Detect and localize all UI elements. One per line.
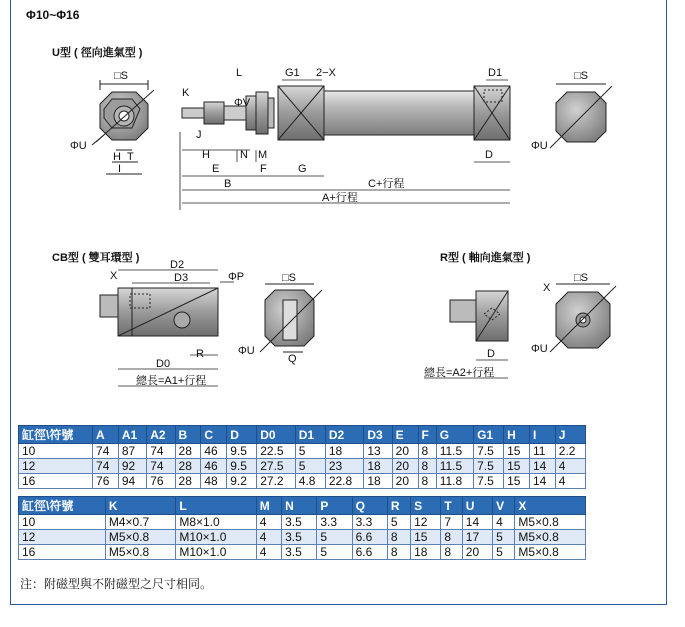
- table-cell: 23: [325, 459, 364, 474]
- column-header: H: [504, 426, 530, 444]
- dim-j-label: J: [196, 129, 202, 141]
- dim-phi-v-label: ΦV: [234, 97, 251, 109]
- dim-a-label: A+行程: [322, 192, 358, 204]
- table-row: [19, 515, 586, 530]
- table-cell: 46: [201, 459, 227, 474]
- table-cell: 28: [175, 444, 201, 459]
- column-header: A1: [118, 426, 146, 444]
- cb-dim-q-label: Q: [288, 353, 297, 365]
- column-header: D3: [364, 426, 392, 444]
- table-cell: 8: [418, 444, 436, 459]
- table-cell: 92: [118, 459, 146, 474]
- table-cell: 94: [118, 474, 146, 489]
- column-header: J: [555, 426, 585, 444]
- r-dim-d-label: D: [487, 348, 495, 360]
- r-end-view: [550, 284, 616, 352]
- table-cell: 18: [364, 474, 392, 489]
- table-cell: 15: [411, 530, 441, 545]
- u-side-view: [182, 86, 510, 140]
- table-cell: 8: [441, 530, 462, 545]
- table-cell: 9.5: [227, 444, 257, 459]
- column-header: G1: [474, 426, 504, 444]
- table-cell: 20: [392, 474, 418, 489]
- table-cell: 74: [147, 444, 175, 459]
- dim-b-label: B: [224, 178, 232, 190]
- table-cell: M5×0.8: [515, 530, 586, 545]
- dim-c-label: C+行程: [368, 178, 405, 190]
- column-header: A: [93, 426, 119, 444]
- table-cell: 87: [118, 444, 146, 459]
- dim-m-label: M: [258, 149, 268, 161]
- table-cell: 4: [256, 515, 281, 530]
- column-header: G: [436, 426, 473, 444]
- column-header: K: [105, 497, 175, 515]
- dim-phi-u-rear-label: ΦU: [531, 140, 548, 152]
- table-cell: 7.5: [474, 474, 504, 489]
- table-cell: 22.5: [257, 444, 296, 459]
- table-cell: 11.5: [436, 444, 473, 459]
- section-title-r: R型 ( 軸向進氣型 ): [440, 252, 531, 264]
- spec-table-1-header: [19, 426, 586, 444]
- table-cell: M8×1.0: [176, 515, 256, 530]
- column-header: Q: [352, 497, 387, 515]
- table-cell: 9.2: [227, 474, 257, 489]
- table-cell: M5×0.8: [515, 545, 586, 560]
- dim-2x-label: 2−X: [316, 67, 336, 79]
- table-cell: 14: [529, 459, 555, 474]
- table-cell: 2.2: [555, 444, 585, 459]
- cb-dim-phi-u-label: ΦU: [238, 345, 255, 357]
- table-cell: 5: [387, 515, 410, 530]
- table-cell: 5: [493, 530, 515, 545]
- spec-table-2-header: [19, 497, 586, 515]
- table-row: [19, 530, 586, 545]
- table-cell: 8: [387, 545, 410, 560]
- table-row: [19, 459, 586, 474]
- column-header: B: [175, 426, 201, 444]
- table-cell: 46: [201, 444, 227, 459]
- table-cell: 5: [295, 459, 325, 474]
- table-cell: 6.6: [352, 545, 387, 560]
- cb-dim-x-label: X: [110, 270, 118, 282]
- table-cell: 3.5: [282, 545, 317, 560]
- column-header: D0: [257, 426, 296, 444]
- column-header: R: [387, 497, 410, 515]
- table-cell: 7.5: [474, 444, 504, 459]
- column-header: 缸徑\符號: [19, 497, 106, 515]
- table-cell: 15: [504, 459, 530, 474]
- dim-s-rear-label: □S: [574, 70, 588, 82]
- table-cell: 12: [411, 515, 441, 530]
- table-cell: M10×1.0: [176, 545, 256, 560]
- dim-d1-label: D1: [488, 67, 503, 79]
- column-header: V: [493, 497, 515, 515]
- table-cell: 8: [441, 545, 462, 560]
- column-header: T: [441, 497, 462, 515]
- r-side-view: [450, 291, 508, 341]
- table-cell: 5: [493, 545, 515, 560]
- table-cell: 14: [529, 474, 555, 489]
- table-cell: 10: [19, 515, 106, 530]
- table-cell: 16: [19, 474, 93, 489]
- r-total-length-label: 總長=A2+行程: [424, 367, 495, 379]
- dim-d-label: D: [485, 149, 493, 161]
- table-cell: 7.5: [474, 459, 504, 474]
- column-header: C: [201, 426, 227, 444]
- table-cell: 28: [175, 474, 201, 489]
- cb-dim-d2-label: D2: [170, 259, 185, 271]
- column-header: X: [515, 497, 586, 515]
- cb-dim-s-label: □S: [282, 272, 296, 284]
- table-cell: 4: [256, 545, 281, 560]
- table-cell: 6.6: [352, 530, 387, 545]
- table-row: [19, 474, 586, 489]
- table-cell: 12: [19, 459, 93, 474]
- table-cell: 4: [555, 459, 585, 474]
- r-dim-phi-u-label: ΦU: [531, 343, 548, 355]
- cb-dim-d0-label: D0: [156, 358, 171, 370]
- footnote: 注：附磁型與不附磁型之尺寸相同。: [20, 577, 213, 591]
- cb-end-view: [260, 284, 322, 352]
- table-cell: 11: [529, 444, 555, 459]
- section-title-u: U型 ( 徑向進氣型 ): [52, 47, 143, 59]
- table-cell: M4×0.7: [105, 515, 175, 530]
- table-cell: 4.8: [295, 474, 325, 489]
- table-cell: 27.2: [257, 474, 296, 489]
- table-cell: 28: [175, 459, 201, 474]
- table-cell: 15: [504, 444, 530, 459]
- table-cell: 17: [462, 530, 492, 545]
- section-title-cb: CB型 ( 雙耳環型 ): [52, 252, 140, 264]
- dim-n-label: N: [240, 149, 248, 161]
- dim-h-side-label: H: [202, 149, 210, 161]
- table-cell: 3.5: [282, 515, 317, 530]
- table-cell: 18: [325, 444, 364, 459]
- cb-dim-d3-label: D3: [174, 272, 189, 284]
- table-cell: 7: [441, 515, 462, 530]
- spec-table-1: [18, 425, 586, 489]
- table-cell: M10×1.0: [176, 530, 256, 545]
- cb-total-length-label: 總長=A1+行程: [136, 375, 207, 387]
- table-cell: 11.8: [436, 474, 473, 489]
- dim-k-label: K: [182, 87, 190, 99]
- cb-dim-phi-p-label: ΦP: [228, 271, 245, 283]
- column-header: D1: [295, 426, 325, 444]
- table-cell: 74: [147, 459, 175, 474]
- table-row: [19, 545, 586, 560]
- r-dim-x-label: X: [543, 282, 551, 294]
- column-header: A2: [147, 426, 175, 444]
- table-row: [19, 444, 586, 459]
- u-rear-view: [550, 84, 612, 148]
- dim-g1-label: G1: [285, 67, 300, 79]
- table-cell: 20: [462, 545, 492, 560]
- table-cell: 20: [392, 459, 418, 474]
- table-cell: 8: [418, 474, 436, 489]
- table-cell: 12: [19, 530, 106, 545]
- column-header: P: [317, 497, 352, 515]
- dim-h-label: H: [113, 151, 121, 163]
- table-cell: 18: [411, 545, 441, 560]
- table-cell: 76: [147, 474, 175, 489]
- table-cell: 10: [19, 444, 93, 459]
- column-header: U: [462, 497, 492, 515]
- dim-g-label: G: [298, 163, 307, 175]
- table-cell: 11.5: [436, 459, 473, 474]
- table-cell: 5: [317, 530, 352, 545]
- column-header: 缸徑\符號: [19, 426, 93, 444]
- r-dim-s-label: □S: [574, 272, 588, 284]
- table-cell: 9.5: [227, 459, 257, 474]
- column-header: F: [418, 426, 436, 444]
- table-cell: 27.5: [257, 459, 296, 474]
- column-header: I: [529, 426, 555, 444]
- table-cell: 3.5: [282, 530, 317, 545]
- dim-e-label: E: [212, 163, 220, 175]
- table-cell: 15: [504, 474, 530, 489]
- table-cell: 4: [493, 515, 515, 530]
- column-header: L: [176, 497, 256, 515]
- cb-dim-r-label: R: [196, 348, 204, 360]
- table-cell: 14: [462, 515, 492, 530]
- table-cell: M5×0.8: [105, 545, 175, 560]
- table-cell: 76: [93, 474, 119, 489]
- table-cell: 3.3: [317, 515, 352, 530]
- u-front-view: [92, 80, 154, 174]
- dim-s-label: □S: [114, 70, 128, 82]
- table-cell: 4: [555, 474, 585, 489]
- series-heading: Φ10~Φ16: [26, 8, 80, 22]
- table-cell: 8: [387, 530, 410, 545]
- table-cell: 22.8: [325, 474, 364, 489]
- table-cell: 8: [418, 459, 436, 474]
- table-cell: 13: [364, 444, 392, 459]
- table-cell: M5×0.8: [515, 515, 586, 530]
- table-cell: 4: [256, 530, 281, 545]
- table-cell: 74: [93, 444, 119, 459]
- table-cell: 48: [201, 474, 227, 489]
- column-header: N: [282, 497, 317, 515]
- table-cell: 3.3: [352, 515, 387, 530]
- dim-f-label: F: [260, 163, 267, 175]
- column-header: D: [227, 426, 257, 444]
- table-cell: 20: [392, 444, 418, 459]
- dim-i-label: I: [118, 163, 122, 175]
- dim-phi-u-label: ΦU: [70, 140, 87, 152]
- dim-t-label: T: [127, 151, 134, 163]
- table-cell: 74: [93, 459, 119, 474]
- table-cell: 5: [295, 444, 325, 459]
- table-cell: M5×0.8: [105, 530, 175, 545]
- table-cell: 18: [364, 459, 392, 474]
- table-cell: 16: [19, 545, 106, 560]
- table-cell: 5: [317, 545, 352, 560]
- column-header: D2: [325, 426, 364, 444]
- column-header: S: [411, 497, 441, 515]
- column-header: M: [256, 497, 281, 515]
- spec-table-2: [18, 496, 586, 560]
- cb-side-view: [100, 288, 218, 336]
- column-header: E: [392, 426, 418, 444]
- dim-l-label: L: [236, 67, 243, 79]
